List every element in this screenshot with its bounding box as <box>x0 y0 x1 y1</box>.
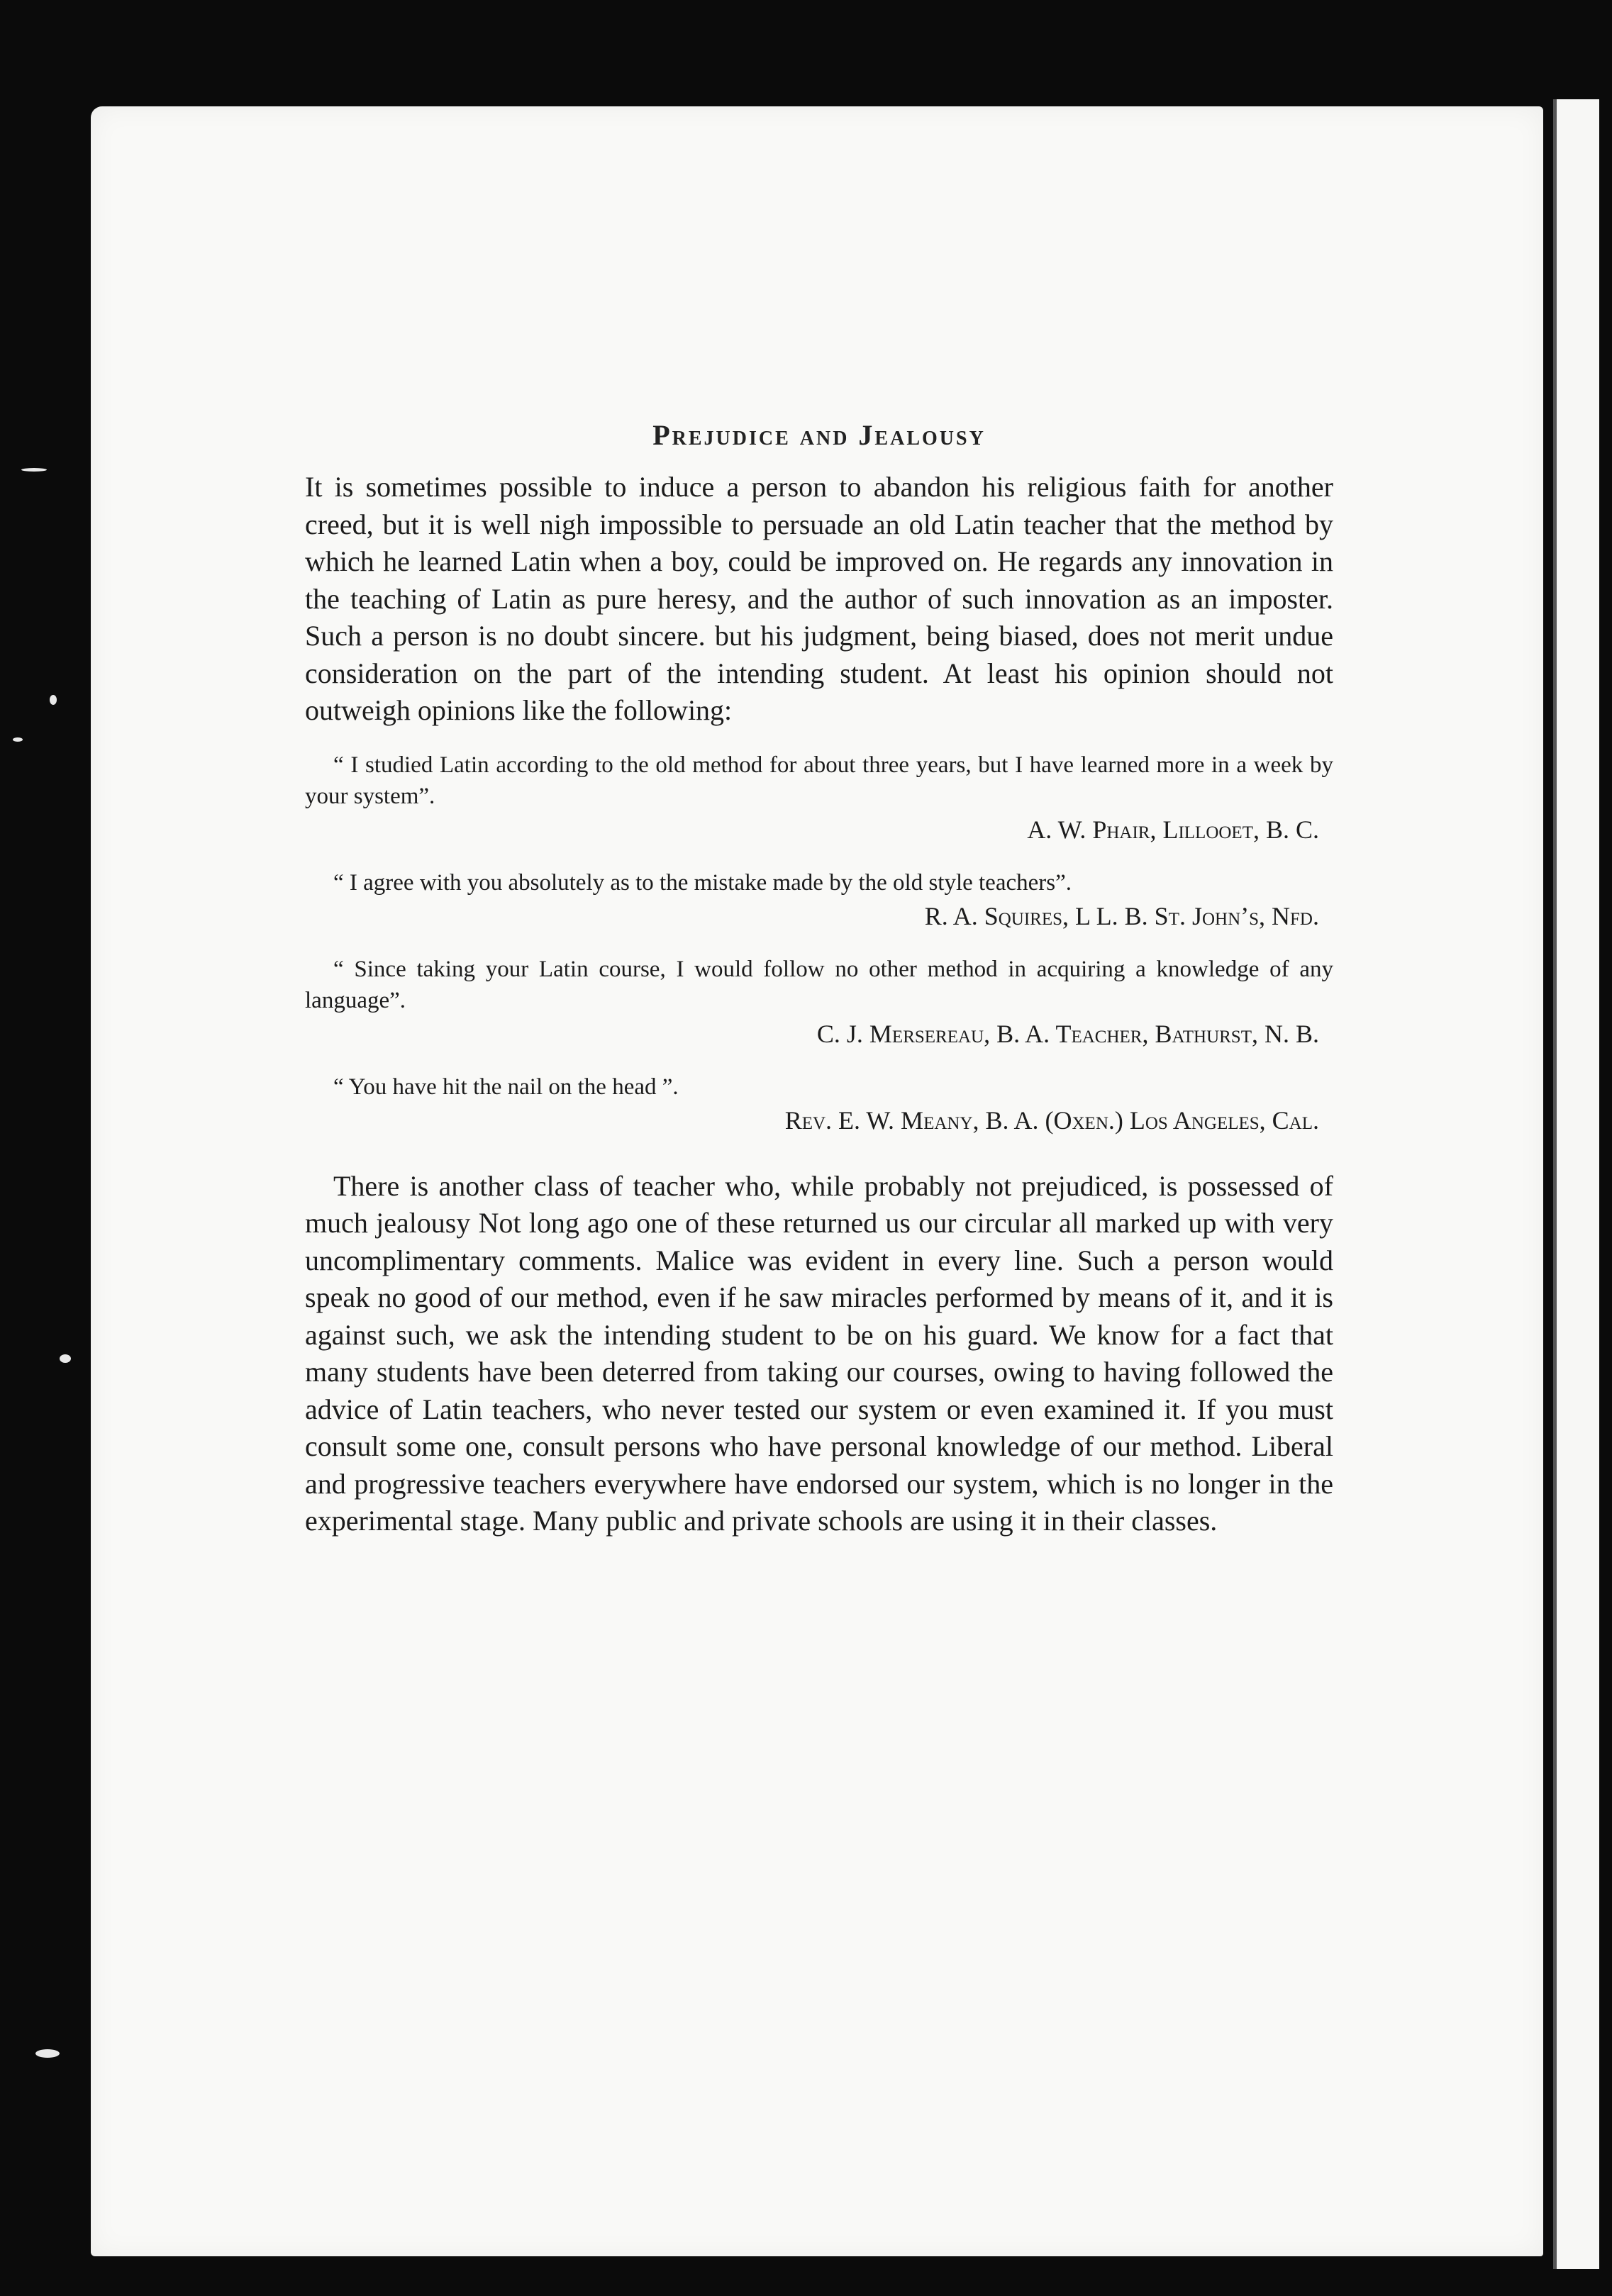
testimonial-signature: Rev. E. W. Meany, B. A. (Oxen.) Los Angeles, Cal. <box>784 1105 1319 1135</box>
scan-speck <box>35 2049 60 2058</box>
scan-speck <box>60 1354 71 1363</box>
scan-speck <box>13 737 23 742</box>
testimonial-signature: A. W. Phair, Lillooet, B. C. <box>1027 815 1319 844</box>
testimonial <box>305 1071 1333 1138</box>
page-title: Prejudice and Jealousy <box>652 419 986 451</box>
testimonial-signature: R. A. Squires, L L. B. St. John’s, Nfd. <box>924 901 1319 930</box>
testimonial-text: “ Since taking your Latin course, I would follow no other method in acquiring a knowledge of any language”. <box>305 956 1333 1013</box>
testimonial-text: “ I agree with you absolutely as to the mistake made by the old style teachers”. <box>333 869 1072 896</box>
scan-speck <box>50 695 57 705</box>
page-content <box>305 418 1333 1540</box>
testimonial-text: “ I studied Latin according to the old method for about three years, but I have learned more in a week by your system”. <box>305 752 1333 809</box>
testimonial <box>305 867 1333 934</box>
testimonial-signature: C. J. Mersereau, B. A. Teacher, Bathurst, N. B. <box>816 1019 1319 1048</box>
adjacent-page-edge <box>1553 99 1599 2269</box>
testimonial-text: “ You have hit the nail on the head ”. <box>333 1074 679 1100</box>
closing-paragraph: There is another class of teacher who, while probably not prejudiced, is possessed of much jealousy Not long ago one of these returned us our circular all marked up with very uncomplimentary comments. Malice was evident in every line. Such a person would speak no good of our method, even if he saw miracles performed by means of it, and it is against such, we ask the intending student to be on his guard. We know for a fact that many students have been deterred from taking our courses, owing to having followed the advice of Latin teachers, who never tested our system or even examined it. If you must consult some one, consult persons who have personal knowledge of our method. Liberal and progressive teachers everywhere have endorsed our system, which is no longer in the experimental stage. Many public and private schools are using it in their classes. <box>305 1169 1333 1537</box>
testimonial <box>305 954 1333 1052</box>
scan-speck <box>21 468 47 472</box>
testimonial <box>305 749 1333 847</box>
intro-paragraph: It is sometimes possible to induce a person to abandon his religious faith for another creed, but it is well nigh impossible to persuade an old Latin teacher that the method by which he learned Latin when a boy, could be improved on. He regards any innovation in the teaching of Latin as pure heresy, and the author of such innovation as an imposter. Such a person is no doubt sincere. but his judgment, being biased, does not merit undue consideration on the part of the intending student. At least his opinion should not outweigh opinions like the following: <box>305 471 1333 726</box>
